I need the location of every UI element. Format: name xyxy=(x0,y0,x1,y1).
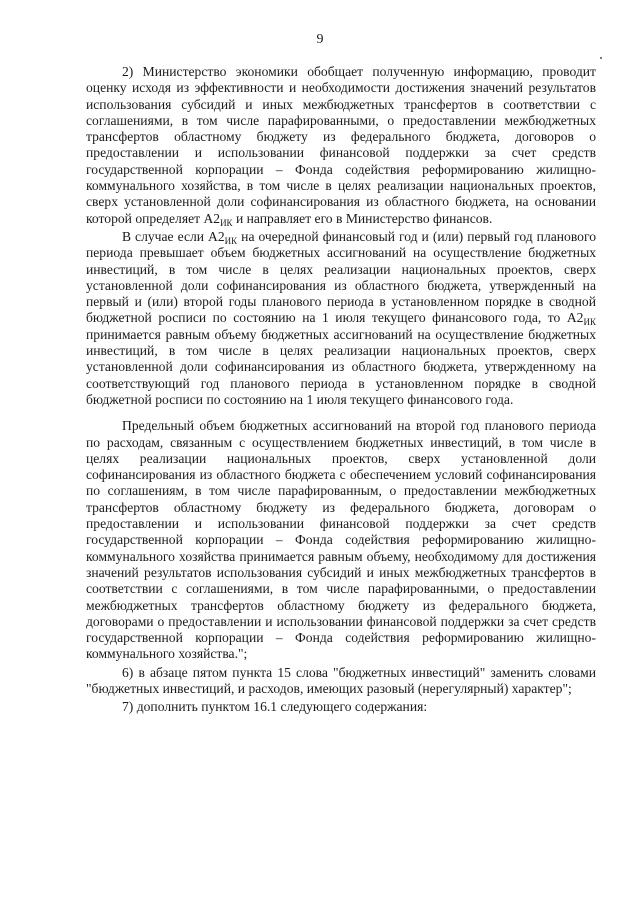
paragraph-text: 6) в абзаце пятом пункта 15 слова "бюджетных инвестиций" заменить словами "бюджетных инвестиций, и расходов, имеющих разовый (нерегулярный) характер"; xyxy=(86,664,596,696)
paragraph-text: В случае если А2 xyxy=(122,228,225,244)
paragraph-text: 2) Министерство экономики обобщает полученную информацию, проводит оценку исходя из эффективности и необходимости достижения значений результатов использования субсидий и иных межбюджетных трансфертов в соответствии с соглашениями, в том числе парафированными, о предоставлении межбюджетных трансфертов областному бюджету из федерального бюджета, договоров о предоставлении и использовании финансовой поддержки за счет средств государственной корпорации – Фонда содействия реформированию жилищно-коммунального хозяйства, в том числе в целях реализации национальных проектов, сверх установленной доли софинансирования из областного бюджета, на основании которой определяет А2 xyxy=(86,64,596,226)
paragraph-text: 7) дополнить пунктом 16.1 следующего содержания: xyxy=(122,699,428,715)
page-number: 9 xyxy=(316,32,324,47)
paragraph xyxy=(86,699,596,715)
paragraph xyxy=(86,665,596,698)
paragraph xyxy=(86,229,596,408)
paragraph-text: принимается равным объему бюджетных ассигнований на осуществление бюджетных инвестиций, в том числе в целях реализации национальных проектов, сверх установленной доли софинансирования из областного бюджета, утвержденному на соответствующий год планового периода в установленном порядке в сводной бюджетной росписи по состоянию на 1 июля текущего финансового года. xyxy=(86,326,596,407)
paragraph-text: и направляет его в Министерство финансов. xyxy=(232,210,493,226)
document-body xyxy=(86,64,596,716)
paragraph xyxy=(86,64,596,227)
paragraph xyxy=(86,418,596,662)
subscript: ИК xyxy=(224,235,238,246)
scan-dot xyxy=(600,57,602,59)
subscript: ИК xyxy=(583,317,596,328)
paragraph-text: на очередной финансовый год и (или) первый год планового периода превышает объем бюджетных ассигнований на осуществление бюджетных инвестиций, в том числе в целях реализации национальных проектов, сверх установленной доли софинансирования из областного бюджета, утвержденный на первый и (или) второй годы планового периода в установленном порядке в сводной бюджетной росписи по состоянию на 1 июля текущего финансового года, то А2 xyxy=(86,228,597,326)
subscript: ИК xyxy=(220,217,233,228)
paragraph-text: Предельный объем бюджетных ассигнований на второй год планового периода по расходам, связанным с осуществлением бюджетных инвестиций, в том числе в целях реализации национальных проектов, сверх установленной доли софинансирования из областного бюджета с обеспечением условий софинансирования по соглашениям, в том числе парафированным, о предоставлении межбюджетных трансфертов областному бюджету из федерального бюджета, договорам о предоставлении и использовании финансовой поддержки за счет средств государственной корпорации – Фонда содействия реформированию жилищно-коммунального хозяйства принимается равным объему, необходимому для достижения значений результатов использования субсидий и иных межбюджетных трансфертов в соответствии с соглашениями, в том числе парафированными, о предоставлении межбюджетных трансфертов областному бюджету из федерального бюджета, договорами о предоставлении и использовании финансовой поддержки за счет средств государственной корпорации – Фонда содействия реформированию жилищно-коммунального хозяйства."; xyxy=(86,418,596,662)
